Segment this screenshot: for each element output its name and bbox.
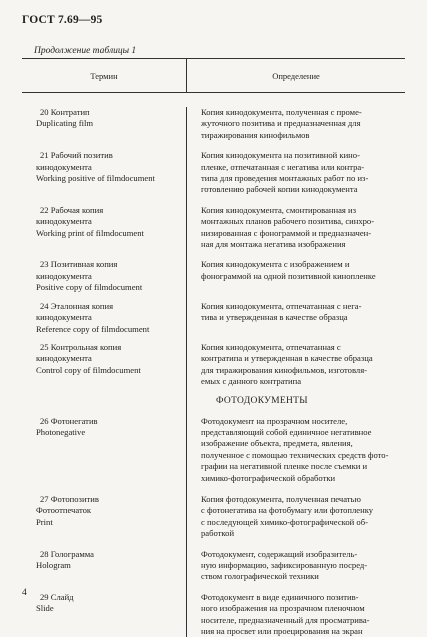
term-line: 20 Контратип [40,107,90,117]
page-number: 4 [22,588,27,598]
definition-cell [186,150,405,196]
term-line: 22 Рабочая копия [40,204,104,215]
definition-line: Копия кинодокумента, отпечатанная с [201,341,341,352]
table-row [22,205,405,251]
definition-line: для тиражирования кинофильмов, изготовля- [201,364,368,375]
definition-cell [186,205,405,251]
term-line: кинодокумента [36,216,92,227]
standard-number: ГОСТ 7.69—95 [22,14,103,26]
definition-line: Фотодокумент, содержащий изобразитель- [201,548,358,559]
term-cell [22,107,186,141]
term-line: Working positive of filmdocument [36,173,155,184]
definition-line: пленке, отпечатанная с негатива или контра- [201,161,365,172]
definition-line: изображение объекта, предмета, явления, [201,438,353,449]
definition-line: Копия фотодокумента, полученная печатью [201,493,361,504]
term-line: 29 Слайд [40,591,74,602]
term-cell [22,549,186,583]
definition-line: химико-фотографической обработки [201,472,336,483]
term-cell [22,342,186,388]
definition-line: Фотодокумент в виде единичного позитив- [201,591,359,602]
term-line: 21 Рабочий позитив [40,150,113,161]
term-line: Reference copy of filmdocument [36,323,150,334]
definition-line: Копия кинодокумента, отпечатанная с нега- [201,300,362,311]
term-line: 25 Контрольная копия [40,341,122,352]
term-line: Photonegative [36,426,86,437]
definition-line: Копия кинодокумента, полученная с проме- [201,107,362,117]
term-cell [22,301,186,335]
table-row [22,494,405,540]
column-header-term: Термин [90,70,118,81]
term-line: кинодокумента [36,270,92,281]
definition-line: монтажных планов рабочего позитива, синхро- [201,216,375,227]
term-line: Slide [36,603,54,614]
table-row [22,592,405,637]
definition-line: тиражирования кинофильмов [201,129,310,140]
table-row [22,107,405,141]
term-line: Control copy of filmdocument [36,364,141,375]
term-line: Duplicating film [36,118,94,129]
definition-line: емых с данного контратипа [201,376,302,387]
column-header-definition: Определение [186,59,405,92]
table-header [22,59,405,93]
definition-line: готовлению рабочей копии кинодокумента [201,184,358,195]
table-row [22,301,405,335]
table-row [22,549,405,583]
column-divider [186,107,187,637]
term-line: Positive copy of filmdocument [36,282,143,293]
definition-line: Копия кинодокумента с изображением и [201,259,350,270]
definition-line: низированная с фонограммой и предназначен- [201,227,372,238]
definition-line: графии на негативной пленке после съемки и [201,461,368,472]
definition-line: жуточного позитива и предназначенная для [201,118,361,129]
definition-line: работкой [201,528,235,539]
term-line: кинодокумента [36,312,92,323]
term-cell [22,150,186,196]
table-row [22,342,405,388]
term-line: Фотоотпечаток [36,505,92,516]
terms-table [22,58,405,637]
table-body [22,107,405,637]
definition-cell [186,107,405,141]
definition-line: с последующей химико-фотографической об- [201,516,368,527]
definition-cell [186,416,405,484]
definition-line: Копия кинодокумента на позитивной кино- [201,150,360,161]
term-line: кинодокумента [36,353,92,364]
definition-cell [186,549,405,583]
term-line: 27 Фотопозитив [40,493,99,504]
definition-cell [186,592,405,637]
definition-cell [186,301,405,335]
definition-cell [186,342,405,388]
table-row [22,416,405,484]
term-line: Working print of filmdocument [36,227,144,238]
definition-line: тива и утвержденная в качестве образца [201,312,348,323]
definition-line: ного изображения на прозрачном пленочном [201,603,365,614]
definition-line: Фотодокумент на прозрачном носителе, [201,415,348,426]
table-continuation-caption: Продолжение таблицы 1 [34,46,137,56]
table-row [22,259,405,293]
term-cell [22,416,186,484]
definition-cell [186,494,405,540]
term-line: кинодокумента [36,161,92,172]
definition-line: типа для проведения монтажных работ по из- [201,173,369,184]
term-cell [22,205,186,251]
definition-line: ную информацию, зафиксированную посред- [201,560,368,570]
definition-line: представляющий собой единичное негативное [201,426,372,437]
term-cell [22,259,186,293]
term-line: 26 Фотонегатив [40,415,98,426]
definition-line: Копия кинодокумента, смонтированная из [201,204,357,215]
term-cell [22,592,186,637]
definition-line: с фотонегатива на фотобумагу или фотопленку [201,505,374,516]
term-line: Print [36,516,53,527]
definition-line: ния на просвет или проецирования на экран [201,626,363,637]
definition-line: носителе, предназначенный для просматрива- [201,614,370,625]
definition-line: контратипа и утвержденная в качестве образца [201,353,373,364]
definition-line: ством голографической техники [201,571,319,582]
definition-line: ная для монтажа негатива изображения [201,239,346,250]
definition-cell [186,259,405,293]
definition-line: фонограммой на одной позитивной кинопленке [201,270,376,281]
term-line: 24 Эталонная копия [40,300,114,311]
term-cell [22,494,186,540]
term-line: Hologram [36,560,71,570]
term-line: 23 Позитивная копия [40,259,118,270]
table-row [22,150,405,196]
section-heading: ФОТОДОКУМЕНТЫ [216,395,308,406]
definition-line: полученное с помощью технических средств фото- [201,449,389,460]
term-line: 28 Голограмма [40,548,94,559]
